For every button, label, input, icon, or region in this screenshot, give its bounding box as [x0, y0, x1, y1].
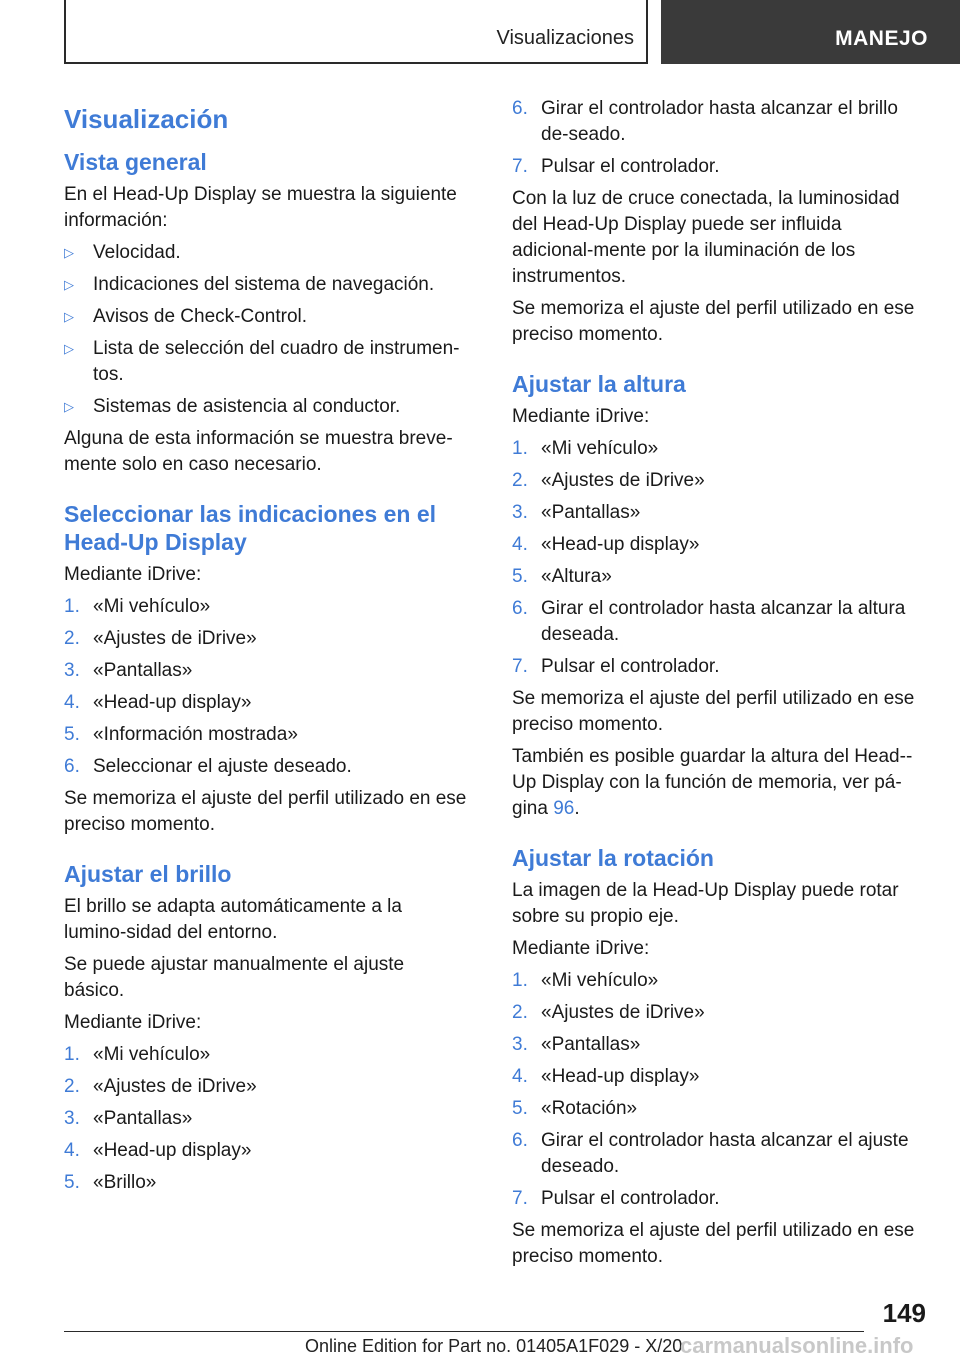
step-number: 3. [64, 1108, 80, 1129]
step-text: «Mi vehículo» [541, 970, 659, 991]
step-number: 4. [64, 1140, 80, 1161]
step-text: Pulsar el controlador. [541, 656, 720, 677]
left-column [64, 96, 469, 1202]
step-item [64, 754, 469, 780]
step-number: 4. [64, 692, 80, 713]
step-item [64, 690, 469, 716]
step-item [64, 626, 469, 652]
brightness-via: Mediante iDrive: [64, 1012, 202, 1033]
step-number: 1. [64, 1044, 80, 1065]
step-item [64, 1042, 469, 1068]
height-memory-text: También es posible guardar la altura del Head--Up Display con la función de memoria, ver pá-gina [512, 746, 913, 819]
step-number: 1. [512, 970, 528, 991]
step-text: «Mi vehículo» [541, 438, 659, 459]
heading-select-indications: Seleccionar las indicaciones en el Head-Up Display [64, 501, 437, 555]
step-text: «Head-up display» [541, 1066, 700, 1087]
rotation-steps [512, 968, 917, 1212]
step-item [64, 658, 469, 684]
overview-intro: En el Head-Up Display se muestra la siguiente información: [64, 184, 457, 231]
step-number: 1. [512, 438, 528, 459]
footer-edition: Online Edition for Part no. 01405A1F029 - X/20 [305, 1336, 683, 1356]
page-link-96[interactable]: 96 [553, 798, 575, 819]
header-frame [64, 0, 648, 64]
step-text: «Mi vehículo» [93, 1044, 211, 1065]
step-text: «Ajustes de iDrive» [93, 628, 257, 649]
height-memory [512, 744, 917, 822]
step-number: 3. [512, 502, 528, 523]
page-title: Visualización [64, 104, 229, 134]
rotation-note: Se memoriza el ajuste del perfil utilizado en ese preciso momento. [512, 1220, 915, 1267]
height-steps [512, 436, 917, 680]
chapter-tab [661, 0, 960, 64]
step-item [512, 564, 917, 590]
step-text: Pulsar el controlador. [541, 1188, 720, 1209]
step-text: «Head-up display» [541, 534, 700, 555]
step-item [64, 722, 469, 748]
brightness-cont-p1: Con la luz de cruce conectada, la luminosidad del Head-Up Display puede ser influida adicional-mente por la iluminación de los instrumentos. [512, 188, 900, 287]
step-item [512, 1128, 917, 1180]
step-text: Girar el controlador hasta alcanzar el ajuste deseado. [541, 1130, 909, 1177]
heading-brightness: Ajustar el brillo [64, 861, 232, 887]
step-text: Girar el controlador hasta alcanzar la altura deseada. [541, 598, 906, 645]
heading-overview: Vista general [64, 149, 207, 175]
step-number: 2. [512, 1002, 528, 1023]
step-text: «Rotación» [541, 1098, 638, 1119]
step-text: «Mi vehículo» [93, 596, 211, 617]
step-number: 2. [64, 628, 80, 649]
triangle-bullet-icon: ▷ [64, 309, 74, 324]
step-number: 2. [64, 1076, 80, 1097]
overview-bullets [64, 240, 469, 420]
brightness-cont-p2: Se memoriza el ajuste del perfil utilizado en ese preciso momento. [512, 298, 915, 345]
step-item [512, 154, 917, 180]
bullet-text: Sistemas de asistencia al conductor. [93, 396, 401, 417]
select-note: Se memoriza el ajuste del perfil utilizado en ese preciso momento. [64, 788, 467, 835]
step-number: 5. [512, 566, 528, 587]
step-item [512, 1096, 917, 1122]
step-text: Seleccionar el ajuste deseado. [93, 756, 352, 777]
step-text: Pulsar el controlador. [541, 156, 720, 177]
step-number: 4. [512, 1066, 528, 1087]
step-text: «Brillo» [93, 1172, 157, 1193]
step-number: 3. [512, 1034, 528, 1055]
select-via: Mediante iDrive: [64, 564, 202, 585]
chapter-label: MANEJO [835, 27, 928, 50]
step-item [512, 654, 917, 680]
step-item [64, 1106, 469, 1132]
heading-height: Ajustar la altura [512, 371, 686, 397]
step-text: «Información mostrada» [93, 724, 298, 745]
step-number: 3. [64, 660, 80, 681]
step-text: «Head-up display» [93, 692, 252, 713]
triangle-bullet-icon: ▷ [64, 277, 74, 292]
step-item [512, 1186, 917, 1212]
bullet-item [64, 304, 469, 330]
triangle-bullet-icon: ▷ [64, 341, 74, 356]
rotation-via: Mediante iDrive: [512, 938, 650, 959]
step-item [512, 1064, 917, 1090]
bullet-item [64, 394, 469, 420]
page-number: 149 [882, 1298, 926, 1328]
bullet-item [64, 240, 469, 266]
section-title: Visualizaciones [496, 27, 634, 49]
step-number: 4. [512, 534, 528, 555]
height-via: Mediante iDrive: [512, 406, 650, 427]
bullet-text: Avisos de Check-Control. [93, 306, 308, 327]
step-number: 5. [64, 724, 80, 745]
step-number: 5. [64, 1172, 80, 1193]
step-text: «Ajustes de iDrive» [541, 470, 705, 491]
step-item [64, 1170, 469, 1196]
step-number: 7. [512, 156, 528, 177]
step-item [64, 594, 469, 620]
height-memory-end: . [574, 798, 580, 819]
brightness-steps [64, 1042, 469, 1196]
step-number: 7. [512, 656, 528, 677]
triangle-bullet-icon: ▷ [64, 399, 74, 414]
step-number: 6. [512, 598, 528, 619]
step-number: 5. [512, 1098, 528, 1119]
step-number: 1. [64, 596, 80, 617]
heading-rotation: Ajustar la rotación [512, 845, 714, 871]
step-number: 6. [512, 1130, 528, 1151]
step-item [64, 1138, 469, 1164]
step-text: «Head-up display» [93, 1140, 252, 1161]
step-text: «Pantallas» [541, 1034, 641, 1055]
brightness-p1: El brillo se adapta automáticamente a la lumino-sidad del entorno. [64, 896, 402, 943]
step-item [512, 500, 917, 526]
step-text: «Pantallas» [93, 1108, 193, 1129]
bullet-item [64, 272, 469, 298]
step-item [512, 1000, 917, 1026]
step-item [512, 1032, 917, 1058]
triangle-bullet-icon: ▷ [64, 245, 74, 260]
bullet-text: Velocidad. [93, 242, 181, 263]
watermark: carmanualsonline.info [680, 1333, 914, 1358]
step-number: 6. [64, 756, 80, 777]
select-steps [64, 594, 469, 780]
step-number: 7. [512, 1188, 528, 1209]
step-text: «Ajustes de iDrive» [541, 1002, 705, 1023]
step-text: «Pantallas» [541, 502, 641, 523]
step-number: 6. [512, 98, 528, 119]
step-item [512, 468, 917, 494]
step-item [512, 96, 917, 148]
step-item [512, 436, 917, 462]
step-text: Girar el controlador hasta alcanzar el brillo de-seado. [541, 98, 898, 145]
step-number: 2. [512, 470, 528, 491]
step-item [512, 596, 917, 648]
bullet-text: Indicaciones del sistema de navegación. [93, 274, 435, 295]
brightness-steps-cont [512, 96, 917, 180]
brightness-p2: Se puede ajustar manualmente el ajuste básico. [64, 954, 405, 1001]
rotation-p1: La imagen de la Head-Up Display puede rotar sobre su propio eje. [512, 880, 899, 927]
step-text: «Altura» [541, 566, 612, 587]
overview-note: Alguna de esta información se muestra breve-mente solo en caso necesario. [64, 428, 453, 475]
footer-rule [64, 1331, 864, 1332]
step-item [512, 968, 917, 994]
bullet-text: Lista de selección del cuadro de instrumen-tos. [93, 338, 460, 385]
step-item [512, 532, 917, 558]
step-text: «Pantallas» [93, 660, 193, 681]
bullet-item [64, 336, 469, 388]
step-item [64, 1074, 469, 1100]
step-text: «Ajustes de iDrive» [93, 1076, 257, 1097]
height-note: Se memoriza el ajuste del perfil utilizado en ese preciso momento. [512, 688, 915, 735]
right-column [512, 96, 917, 1276]
